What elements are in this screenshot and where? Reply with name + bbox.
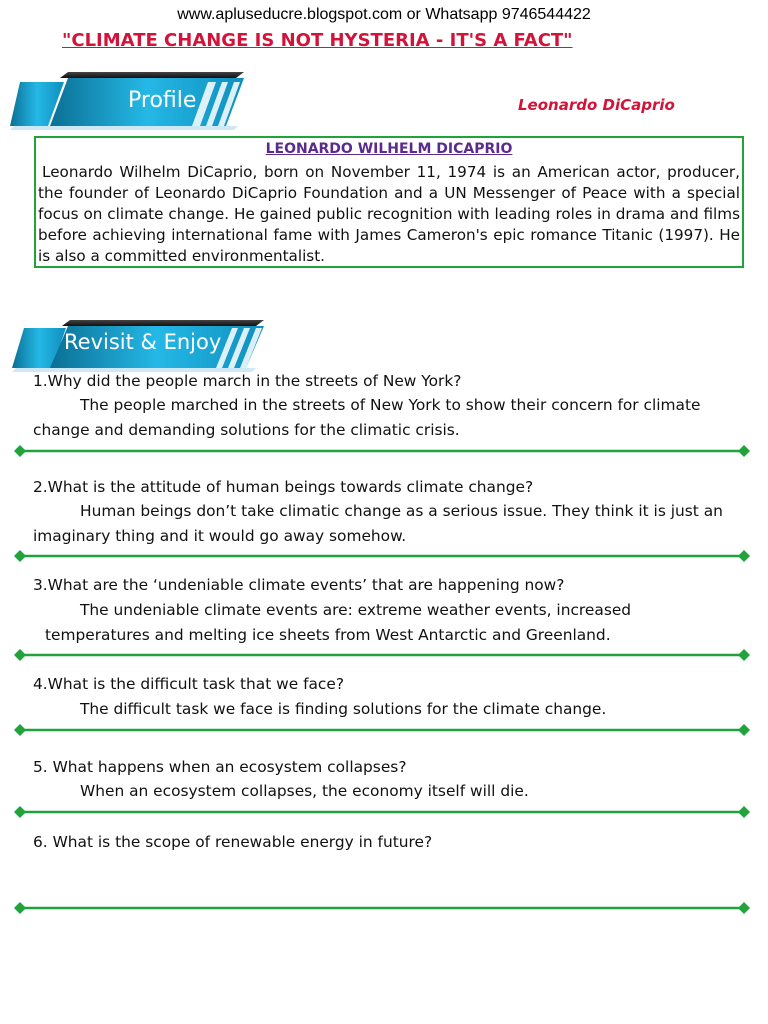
profile-banner — [8, 72, 248, 130]
profile-box-heading: LEONARDO WILHELM DICAPRIO — [265, 141, 513, 157]
site-url-header: www.apluseducre.blogspot.com or Whatsapp 9746544422 — [177, 6, 591, 23]
answer-1-line2: change and demanding solutions for the climatic crisis. — [33, 421, 460, 439]
separator-line — [14, 902, 750, 914]
separator-line — [14, 550, 750, 562]
answer-4-line1: The difficult task we face is finding solutions for the climate change. — [80, 700, 607, 718]
question-4: 4.What is the difficult task that we face? — [33, 675, 345, 693]
question-5: 5. What happens when an ecosystem collapses? — [33, 758, 407, 776]
answer-5-line1: When an ecosystem collapses, the economy itself will die. — [80, 782, 529, 800]
separator-line — [14, 806, 750, 818]
revisit-banner-label: Revisit & Enjoy — [64, 330, 222, 354]
profile-banner-label: Profile — [128, 88, 197, 113]
answer-1 — [33, 393, 733, 443]
answer-1-line1: The people marched in the streets of New York to show their concern for climate — [80, 396, 701, 414]
page-headline: "CLIMATE CHANGE IS NOT HYSTERIA - IT'S A FACT" — [62, 30, 573, 51]
separator-line — [14, 445, 750, 457]
answer-2-line1: Human beings don’t take climatic change as a serious issue. They think it is just an — [80, 502, 723, 520]
revisit-banner — [10, 320, 268, 372]
answer-3 — [33, 598, 733, 648]
question-6: 6. What is the scope of renewable energy in future? — [33, 833, 433, 851]
separator-line — [14, 724, 750, 736]
profile-person-name: Leonardo DiCaprio — [518, 96, 675, 114]
profile-box — [34, 136, 744, 268]
separator-line — [14, 649, 750, 661]
answer-5 — [33, 779, 733, 804]
answer-2-line2: imaginary thing and it would go away somehow. — [33, 527, 407, 545]
question-1: 1.Why did the people march in the streets of New York? — [33, 372, 462, 390]
answer-2 — [33, 499, 733, 549]
answer-4 — [33, 697, 733, 722]
answer-3-line2: temperatures and melting ice sheets from West Antarctic and Greenland. — [45, 626, 611, 644]
answer-3-line1: The undeniable climate events are: extreme weather events, increased — [80, 601, 632, 619]
profile-box-text: Leonardo Wilhelm DiCaprio, born on November 11, 1974 is an American actor, producer, the founder of Leonardo DiCaprio Foundation and a UN Messenger of Peace with a special focus on climate change. He gained public recognition with leading roles in drama and films before achieving international fame with James Cameron's epic romance Titanic (1997). He is also a committed environmentalist. — [38, 163, 740, 265]
question-2: 2.What is the attitude of human beings towards climate change? — [33, 478, 534, 496]
question-3: 3.What are the ‘undeniable climate events’ that are happening now? — [33, 576, 565, 594]
